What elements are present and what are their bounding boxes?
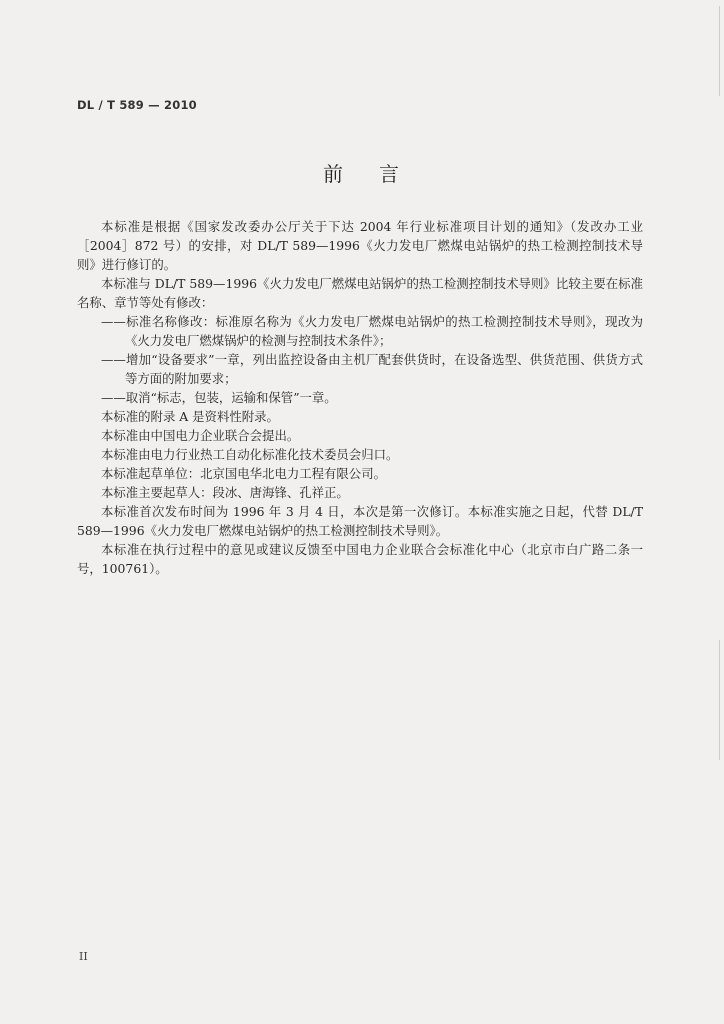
paragraph-proposer: 本标准由中国电力企业联合会提出。 bbox=[101, 428, 300, 443]
page-number: II bbox=[79, 950, 88, 963]
title-char-2: 言 bbox=[379, 162, 401, 186]
paragraph-revision-basis: 本标准是根据《国家发改委办公厅关于下达 2004 年行业标准项目计划的通知》（发改办工业［2004］872 号）的安排，对 DL/T 589—1996《火力发电厂燃煤电站锅炉的热工检测控制技术导则》进行修订的。 bbox=[77, 219, 643, 272]
paragraph-drafters: 本标准主要起草人：段冰、唐海锋、孔祥正。 bbox=[101, 485, 349, 500]
paragraph-main-changes: 本标准与 DL/T 589—1996《火力发电厂燃煤电站锅炉的热工检测控制技术导则》比较主要在标准名称、章节等处有修改： bbox=[77, 276, 643, 310]
change-item-equipment: ——增加“设备要求”一章，列出监控设备由主机厂配套供货时，在设备选型、供货范围、供货方式等方面的附加要求； bbox=[101, 352, 643, 386]
change-item-removed: ——取消“标志，包装，运输和保管”一章。 bbox=[101, 390, 337, 405]
change-item-name: ——标准名称修改：标准原名称为《火力发电厂燃煤电站锅炉的热工检测控制技术导则》，现改为《火力发电厂燃煤锅炉的检测与控制技术条件》； bbox=[101, 314, 643, 348]
paragraph-feedback: 本标准在执行过程中的意见或建议反馈至中国电力企业联合会标准化中心（北京市白广路二条一号，100761）。 bbox=[77, 542, 643, 576]
paragraph-release-info: 本标准首次发布时间为 1996 年 3 月 4 日，本次是第一次修订。本标准实施之日起，代替 DL/T 589—1996《火力发电厂燃煤电站锅炉的热工检测控制技术导则》。 bbox=[77, 504, 643, 538]
title-char-1: 前 bbox=[323, 162, 345, 186]
paragraph-appendix: 本标准的附录 A 是资料性附录。 bbox=[101, 409, 279, 424]
paragraph-drafting-unit: 本标准起草单位：北京国电华北电力工程有限公司。 bbox=[101, 466, 386, 481]
scan-edge-mark bbox=[719, 640, 720, 760]
scan-edge-mark bbox=[719, 6, 720, 96]
standard-code: DL / T 589 — 2010 bbox=[77, 98, 197, 112]
paragraph-committee: 本标准由电力行业热工自动化标准化技术委员会归口。 bbox=[101, 447, 399, 462]
page-title bbox=[0, 158, 724, 187]
foreword-body bbox=[77, 217, 643, 578]
